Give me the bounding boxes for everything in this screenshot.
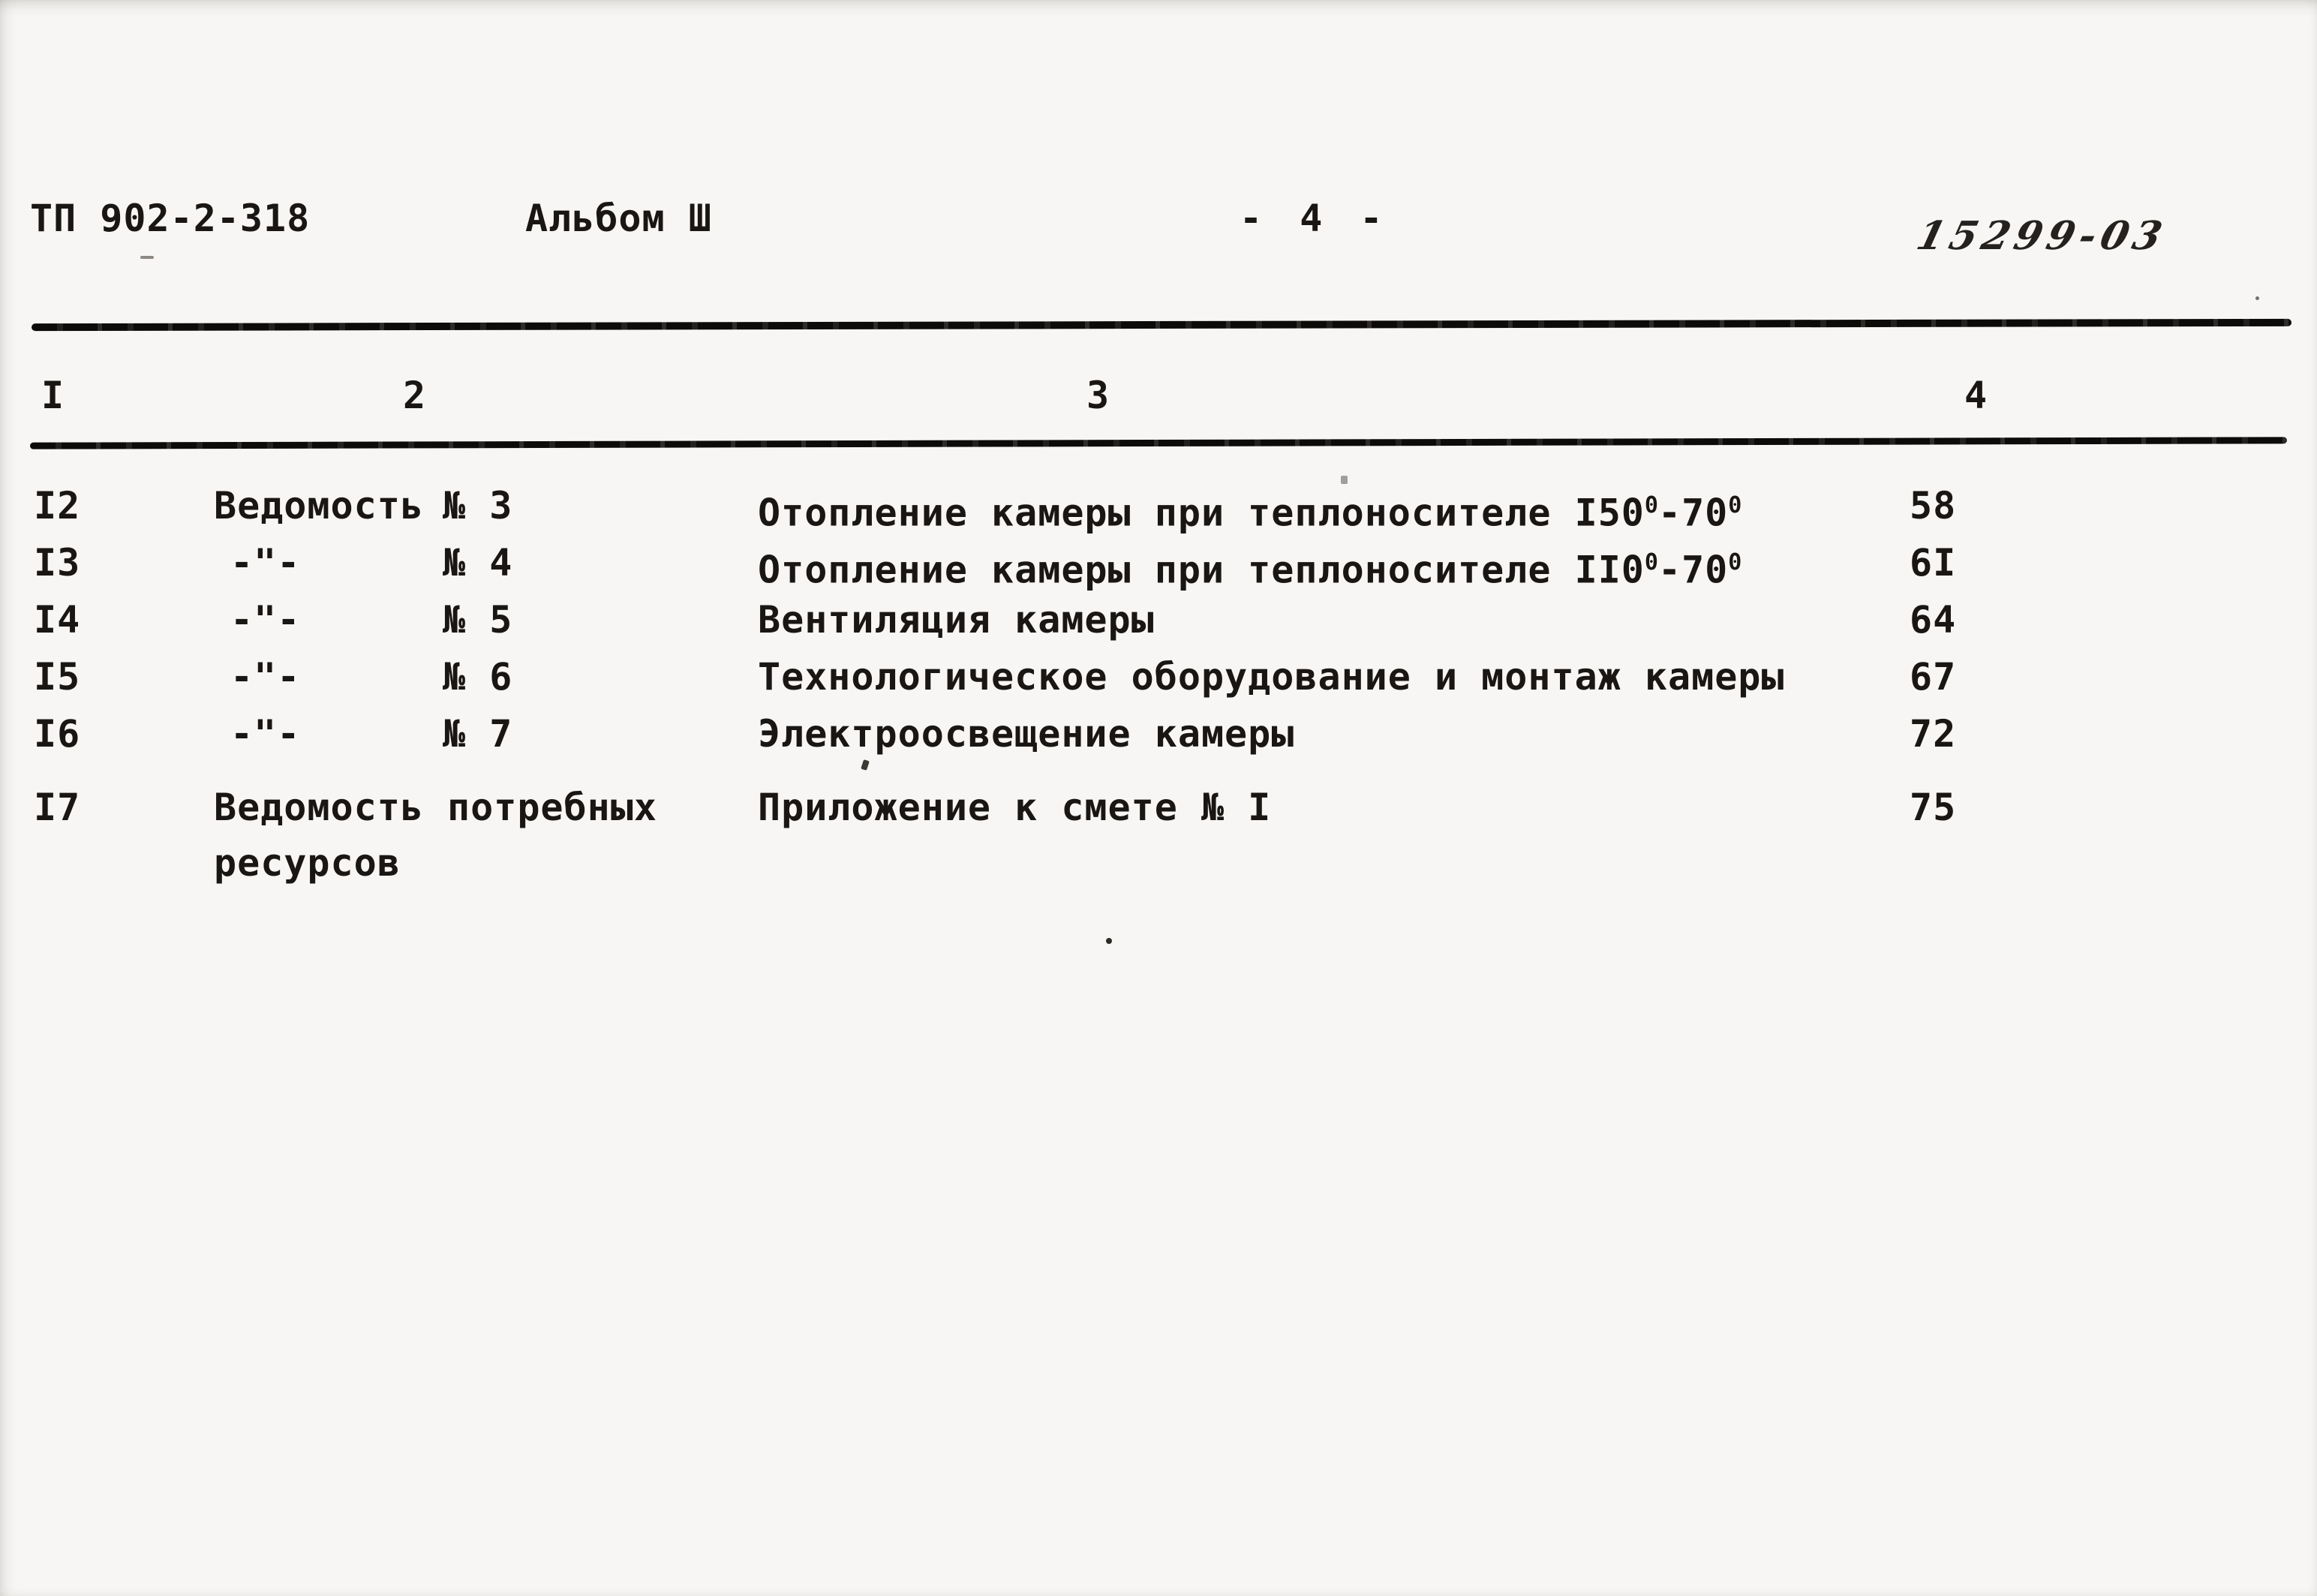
document-title: Отопление камеры при теплоносителе $II0^0-70^0$: [758, 548, 1742, 592]
doc-code: ТП 902-2-318: [30, 197, 311, 240]
page-ref: 72: [1910, 712, 1957, 756]
document-type: Ведомость: [214, 484, 424, 527]
page-ref: 6I: [1910, 541, 1957, 585]
document-title: Приложение к смете № I: [758, 786, 1272, 829]
degree-superscript: 0: [1644, 549, 1658, 576]
table-row: [0, 482, 2317, 539]
column-header-4: 4: [1964, 374, 1988, 417]
table-body: [0, 482, 2317, 887]
degree-superscript: 0: [1644, 492, 1658, 518]
ditto-mark: -"-: [230, 541, 301, 585]
page-number: - 4 -: [1240, 197, 1390, 240]
scan-speck: [2255, 296, 2259, 300]
row-index: I7: [34, 786, 81, 829]
table-row: [0, 653, 2317, 710]
page-ref: 64: [1910, 598, 1957, 642]
scan-speck: [1106, 938, 1112, 944]
scan-speck: [140, 256, 154, 259]
column-header-2: 2: [403, 374, 426, 417]
table-row: [0, 539, 2317, 596]
row-index: I5: [34, 655, 81, 699]
page-ref: 58: [1910, 484, 1957, 527]
page-ref: 67: [1910, 655, 1957, 699]
row-index: I4: [34, 598, 81, 642]
handwritten-code: 15299-03: [1912, 213, 2172, 259]
document-type: Ведомость потребных ресурсов: [214, 783, 443, 887]
table-top-rule: [32, 319, 2291, 331]
ditto-mark: -"-: [230, 655, 301, 699]
ditto-mark: -"-: [230, 712, 301, 756]
table-header-rule: [30, 437, 2287, 449]
table-row: [0, 710, 2317, 767]
scan-speck: [1341, 476, 1348, 484]
document-title: Вентиляция камеры: [758, 598, 1155, 642]
degree-superscript: 0: [1728, 492, 1742, 518]
page-ref: 75: [1910, 786, 1957, 829]
degree-superscript: 0: [1728, 549, 1742, 576]
document-number: № 4: [443, 541, 513, 585]
document-number: № 6: [443, 655, 513, 699]
row-index: I3: [34, 541, 81, 585]
document-title: Технологическое оборудование и монтаж камеры: [758, 655, 1785, 699]
document-type-line2: ресурсов: [214, 841, 401, 885]
row-index: I2: [34, 484, 81, 527]
table-row: [0, 596, 2317, 653]
column-header-1: I: [41, 374, 65, 417]
row-index: I6: [34, 712, 81, 756]
document-number: № 5: [443, 598, 513, 642]
document-number: [443, 783, 758, 887]
document-title: Отопление камеры при теплоносителе $I50^0-70^0$: [758, 491, 1742, 535]
column-header-3: 3: [1086, 374, 1110, 417]
album-title: Альбом Ш: [525, 197, 712, 240]
document-title: Электроосвещение камеры: [758, 712, 1295, 756]
ditto-mark: -"-: [230, 598, 301, 642]
document-number: № 3: [443, 484, 513, 527]
document-number: № 7: [443, 712, 513, 756]
table-row: [0, 783, 2317, 887]
